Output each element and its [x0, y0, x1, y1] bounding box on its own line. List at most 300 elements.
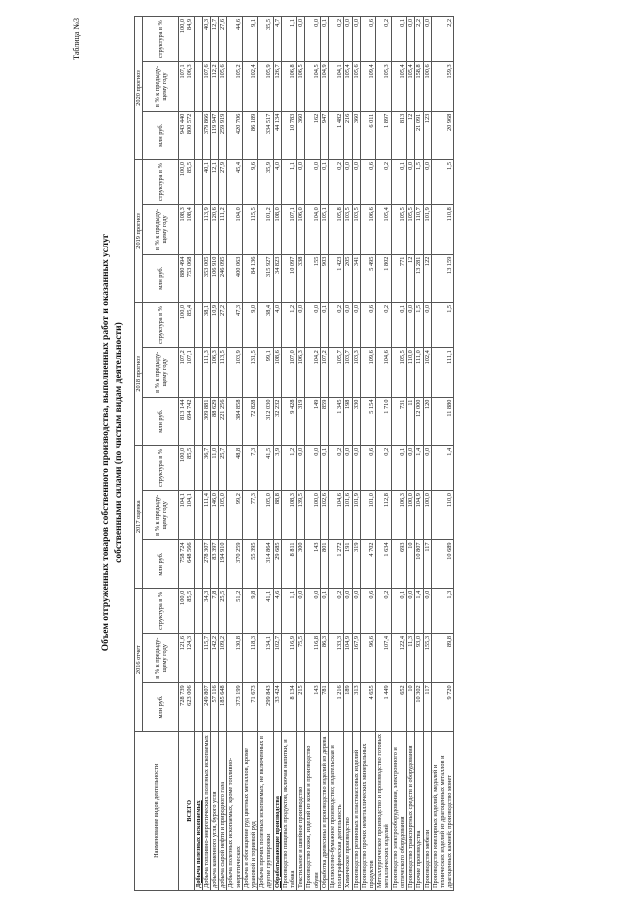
value: 104,1: [179, 493, 187, 508]
row-value-cell: [415, 302, 423, 347]
value: 88 629: [211, 399, 219, 417]
value: 105,6: [352, 64, 360, 79]
row-value-cell: [376, 205, 391, 254]
value: 4,0: [273, 304, 281, 313]
row-value-cell: [376, 588, 391, 633]
value: 0,1: [398, 447, 406, 456]
value: 1,1: [289, 590, 297, 599]
value: 299 843: [265, 685, 273, 706]
value: 101,9: [352, 493, 360, 508]
value: 105,4: [398, 64, 406, 79]
value: 6 011: [368, 113, 376, 128]
value: 1,4: [415, 447, 423, 456]
row-value-cell: [273, 491, 281, 540]
value: 108,3: [289, 493, 297, 508]
value: 103,7: [344, 350, 352, 365]
row-value-cell: [258, 254, 273, 302]
value: 105,7: [336, 350, 344, 365]
value: 120: [423, 399, 431, 409]
value: 101,9: [423, 207, 431, 222]
row-value-cell: [194, 683, 202, 731]
row-value-cell: [360, 491, 375, 540]
value: 9,6: [250, 162, 258, 170]
value: 105,8: [336, 207, 344, 222]
value: 89,8: [446, 636, 454, 648]
value: 105,6: [219, 64, 227, 79]
value: 0,1: [398, 304, 406, 313]
value: 205: [344, 256, 352, 267]
table-row: [344, 17, 352, 891]
value: 0,0: [352, 162, 360, 170]
row-value-cell: [329, 634, 344, 683]
value: 4 655: [368, 685, 376, 700]
title-line-1: Объем отгруженных товаров собственного производства, выполненных работ и оказанных услуг: [101, 233, 111, 652]
value: 117: [423, 542, 431, 552]
row-activity-name: Целлюлозно-бумажное производство; издательская и полиграфическая деятельность: [329, 731, 344, 890]
value: 0,2: [383, 590, 391, 599]
row-value-cell: [423, 254, 431, 302]
table-row: [305, 17, 320, 891]
row-value-cell: [281, 588, 296, 633]
row-value-cell: [391, 348, 406, 397]
row-value-cell: [431, 160, 454, 205]
value: 694 742: [186, 399, 194, 420]
value: 143: [312, 685, 320, 695]
value: 107,2: [179, 350, 187, 365]
value: 0,1: [398, 590, 406, 599]
row-value-cell: [202, 348, 210, 397]
row-value-cell: [423, 683, 431, 731]
row-value-cell: [258, 634, 273, 683]
value: 105,5: [398, 350, 406, 365]
row-value-cell: [320, 17, 328, 62]
value: 12,7: [211, 19, 219, 31]
table-row: [258, 17, 273, 891]
value: 0,1: [398, 19, 406, 27]
value: 109,4: [368, 64, 376, 79]
table-row: [376, 17, 391, 891]
row-value-cell: [360, 302, 375, 347]
row-value-cell: [297, 17, 305, 62]
value: 1 710: [383, 399, 391, 414]
value: 130,8: [234, 636, 242, 651]
row-value-cell: [242, 634, 257, 683]
value: 652: [398, 685, 406, 695]
row-value-cell: [281, 62, 296, 111]
row-value-cell: [305, 17, 320, 62]
value: 103,3: [352, 350, 360, 365]
value: 800 572: [186, 113, 194, 135]
row-value-cell: [219, 62, 227, 111]
value: 278 307: [202, 542, 210, 563]
value: 0,0: [423, 590, 431, 599]
value: 1,5: [446, 162, 454, 170]
row-value-cell: [329, 348, 344, 397]
value: 109,2: [219, 636, 227, 651]
row-value-cell: [281, 254, 296, 302]
value: 0,2: [383, 304, 391, 313]
value: 312 030: [265, 399, 273, 420]
row-value-cell: [320, 160, 328, 205]
row-value-cell: [297, 348, 305, 397]
value: 104,6: [383, 350, 391, 365]
table-row: [423, 17, 431, 891]
row-value-cell: [242, 540, 257, 588]
value: 108,4: [186, 207, 194, 222]
row-value-cell: [415, 540, 423, 588]
row-value-cell: [431, 445, 454, 490]
row-activity-name: Производство кожи, изделий из кожи и производство обуви: [305, 731, 320, 890]
row-value-cell: [258, 62, 273, 111]
row-value-cell: [352, 348, 360, 397]
row-value-cell: [219, 588, 227, 633]
value: 44 134: [273, 113, 281, 132]
value: 85,5: [186, 447, 194, 459]
row-value-cell: [391, 588, 406, 633]
value: 0,2: [336, 590, 344, 599]
row-value-cell: [305, 348, 320, 397]
value: 400 063: [234, 256, 242, 278]
row-value-cell: [219, 17, 227, 62]
value: 341: [352, 256, 360, 267]
table-row: [281, 17, 296, 891]
value: 947: [320, 113, 328, 124]
value: 143: [312, 542, 320, 552]
row-value-cell: [281, 634, 296, 683]
table-row: [211, 17, 219, 891]
value: 0,0: [297, 590, 305, 599]
value: 0,1: [320, 19, 328, 27]
row-value-cell: [305, 254, 320, 302]
value: 104,0: [234, 207, 242, 222]
header-prev-year: в % к предыду-щему году: [143, 491, 179, 540]
row-value-cell: [281, 205, 296, 254]
value: 100,0: [179, 304, 187, 320]
value: 2,2: [415, 19, 423, 27]
header-structure: структура в %: [143, 445, 179, 490]
row-value-cell: [273, 540, 281, 588]
row-activity-name: Производство электрооборудования, электронного и оптического оборудования: [391, 731, 406, 890]
row-value-cell: [273, 17, 281, 62]
value: 693: [398, 542, 406, 552]
row-value-cell: [305, 540, 320, 588]
row-value-cell: [431, 540, 454, 588]
row-value-cell: [305, 302, 320, 347]
row-value-cell: [179, 445, 194, 490]
row-value-cell: [273, 62, 281, 111]
header-period-2019: 2019 прогноз: [135, 160, 143, 303]
row-value-cell: [227, 111, 242, 159]
value: 105,9: [265, 64, 273, 79]
value: 99,1: [265, 350, 273, 362]
row-value-cell: [352, 160, 360, 205]
row-value-cell: [273, 588, 281, 633]
value: 12,1: [211, 162, 219, 174]
table-row: [202, 17, 210, 891]
value: 134,1: [265, 636, 273, 651]
value: 903: [320, 256, 328, 267]
row-value-cell: [297, 302, 305, 347]
row-value-cell: [258, 348, 273, 397]
row-value-cell: [227, 160, 242, 205]
value: 1,5: [446, 304, 454, 313]
row-value-cell: [297, 634, 305, 683]
shipments-table: [134, 16, 454, 891]
value: 880 494: [179, 256, 187, 278]
row-value-cell: [360, 254, 375, 302]
row-value-cell: [258, 160, 273, 205]
row-activity-name: ВСЕГО: [179, 731, 194, 890]
row-value-cell: [391, 683, 406, 731]
value: 0,0: [297, 162, 305, 170]
header-activity: Наименование видов деятельности: [135, 731, 179, 890]
value: 104,9: [415, 493, 423, 508]
row-value-cell: [219, 160, 227, 205]
table-number-label: Таблица №3: [72, 18, 81, 60]
value: 0,0: [352, 447, 360, 456]
row-value-cell: [227, 302, 242, 347]
value: 1,2: [289, 447, 297, 456]
value: 112,2: [211, 64, 219, 79]
row-value-cell: [242, 62, 257, 111]
value: 105,5: [407, 207, 415, 222]
row-value-cell: [431, 588, 454, 633]
value: 801: [320, 542, 328, 552]
row-value-cell: [202, 111, 210, 159]
row-value-cell: [407, 62, 415, 111]
value: 102,4: [250, 64, 258, 79]
row-value-cell: [329, 160, 344, 205]
value: 9 428: [289, 399, 297, 414]
row-value-cell: [391, 62, 406, 111]
row-value-cell: [305, 588, 320, 633]
row-value-cell: [344, 111, 352, 159]
value: 105,0: [265, 493, 273, 508]
value: 420 706: [234, 113, 242, 135]
value: 5 154: [368, 399, 376, 414]
row-value-cell: [407, 111, 415, 159]
value: 133,3: [336, 636, 344, 651]
row-value-cell: [211, 111, 219, 159]
row-value-cell: [329, 205, 344, 254]
value: 107,1: [179, 64, 187, 79]
value: 117: [423, 685, 431, 695]
value: 116,9: [289, 636, 297, 650]
row-value-cell: [344, 160, 352, 205]
row-value-cell: [352, 445, 360, 490]
row-value-cell: [219, 205, 227, 254]
row-value-cell: [211, 254, 219, 302]
row-value-cell: [320, 111, 328, 159]
row-value-cell: [415, 491, 423, 540]
value: 1 634: [383, 542, 391, 557]
value: 29 685: [273, 542, 281, 560]
row-activity-name: Прочие производства: [415, 731, 423, 890]
document-title: [100, 40, 126, 845]
row-value-cell: [352, 111, 360, 159]
value: 21 091: [415, 113, 423, 132]
row-value-cell: [227, 634, 242, 683]
value: 0,0: [344, 162, 352, 170]
row-value-cell: [202, 588, 210, 633]
value: 139,5: [297, 493, 305, 508]
value: 105,2: [234, 64, 242, 79]
row-value-cell: [305, 205, 320, 254]
value: 106,3: [297, 350, 305, 365]
table-row: [273, 17, 281, 891]
row-value-cell: [211, 348, 219, 397]
row-value-cell: [305, 445, 320, 490]
value: 313: [352, 685, 360, 695]
row-value-cell: [219, 254, 227, 302]
row-value-cell: [320, 634, 328, 683]
value: 191: [344, 542, 352, 552]
value: 771: [398, 256, 406, 267]
value: 149: [312, 399, 320, 409]
value: 753 068: [186, 256, 194, 278]
row-value-cell: [431, 254, 454, 302]
row-value-cell: [219, 397, 227, 445]
row-value-cell: [211, 160, 219, 205]
row-value-cell: [242, 397, 257, 445]
value: 249 807: [202, 685, 210, 706]
value: 110,7: [415, 207, 423, 222]
table-row: [407, 17, 415, 891]
row-value-cell: [297, 254, 305, 302]
row-value-cell: [431, 302, 454, 347]
row-value-cell: [227, 17, 242, 62]
value: 105,4: [344, 64, 352, 79]
value: 3,9: [273, 447, 281, 456]
row-value-cell: [431, 205, 454, 254]
value: 731: [398, 399, 406, 409]
row-value-cell: [360, 205, 375, 254]
row-value-cell: [273, 302, 281, 347]
row-value-cell: [415, 17, 423, 62]
value: 100,0: [407, 493, 415, 508]
value: 4,7: [273, 19, 281, 27]
value: 33 424: [273, 685, 281, 703]
row-activity-name: Производство ювелирных изделий, медалей и технических изделий из драгоценных металлов и драгоценных камней; производство монет: [431, 731, 454, 890]
row-value-cell: [194, 540, 202, 588]
value: 111,1: [446, 350, 454, 364]
row-value-cell: [423, 634, 431, 683]
value: 84 136: [250, 256, 258, 274]
value: 38,1: [202, 304, 210, 316]
row-value-cell: [376, 445, 391, 490]
value: 105,1: [320, 207, 328, 222]
row-value-cell: [329, 540, 344, 588]
value: 943 440: [179, 113, 187, 135]
row-value-cell: [320, 205, 328, 254]
value: 113,5: [219, 350, 227, 365]
value: 0,6: [368, 304, 376, 313]
row-value-cell: [407, 540, 415, 588]
value: 728 739: [179, 685, 187, 706]
row-value-cell: [423, 540, 431, 588]
value: 0,1: [398, 162, 406, 170]
value: 9,1: [250, 19, 258, 27]
row-value-cell: [242, 160, 257, 205]
value: 25,7: [219, 447, 227, 459]
value: 4,0: [273, 162, 281, 170]
row-value-cell: [360, 348, 375, 397]
row-value-cell: [305, 491, 320, 540]
row-value-cell: [219, 111, 227, 159]
value: 102,7: [273, 636, 281, 651]
row-value-cell: [415, 111, 423, 159]
row-value-cell: [360, 111, 375, 159]
row-value-cell: [344, 445, 352, 490]
header-period-2016: 2016 отчет: [135, 588, 143, 731]
value: 758 724: [179, 542, 187, 563]
row-value-cell: [415, 397, 423, 445]
row-value-cell: [352, 302, 360, 347]
row-value-cell: [258, 540, 273, 588]
row-activity-name: Обработка древесины и производство изделий из дерева: [320, 731, 328, 890]
value: 0,1: [320, 304, 328, 313]
header-mln: млн руб.: [143, 254, 179, 302]
value: 0,2: [383, 447, 391, 456]
row-value-cell: [258, 491, 273, 540]
value: 118,3: [250, 636, 258, 650]
header-mln: млн руб.: [143, 683, 179, 731]
row-activity-name: Химическое производство: [344, 731, 352, 890]
value: 0,0: [312, 162, 320, 170]
row-value-cell: [329, 445, 344, 490]
row-value-cell: [352, 254, 360, 302]
row-value-cell: [202, 17, 210, 62]
value: 71 673: [250, 685, 258, 703]
value: 1,1: [289, 162, 297, 170]
row-value-cell: [194, 348, 202, 397]
value: 4,6: [273, 590, 281, 599]
row-value-cell: [360, 588, 375, 633]
row-value-cell: [320, 445, 328, 490]
row-value-cell: [376, 397, 391, 445]
row-activity-name: Добыча полезных ископаемых, кроме топливно-энергетических: [227, 731, 242, 890]
row-value-cell: [352, 634, 360, 683]
value: 0,0: [344, 19, 352, 27]
row-value-cell: [194, 397, 202, 445]
value: 10 689: [446, 542, 454, 560]
value: 111,2: [219, 207, 227, 221]
value: 111,4: [202, 493, 210, 507]
value: 106,0: [297, 207, 305, 222]
value: 34,3: [202, 590, 210, 602]
row-value-cell: [179, 254, 194, 302]
value: 1 423: [336, 256, 344, 271]
row-value-cell: [415, 62, 423, 111]
value: 10: [407, 685, 415, 692]
row-value-cell: [281, 160, 296, 205]
row-value-cell: [273, 160, 281, 205]
row-value-cell: [431, 634, 454, 683]
value: 86 189: [250, 113, 258, 132]
value: 12 000: [415, 399, 423, 417]
row-value-cell: [242, 254, 257, 302]
row-value-cell: [423, 62, 431, 111]
value: 0,0: [423, 19, 431, 27]
row-value-cell: [219, 445, 227, 490]
row-value-cell: [194, 160, 202, 205]
row-value-cell: [423, 397, 431, 445]
row-value-cell: [202, 540, 210, 588]
value: 106,3: [186, 64, 194, 79]
row-value-cell: [391, 205, 406, 254]
row-value-cell: [281, 683, 296, 731]
row-value-cell: [242, 348, 257, 397]
